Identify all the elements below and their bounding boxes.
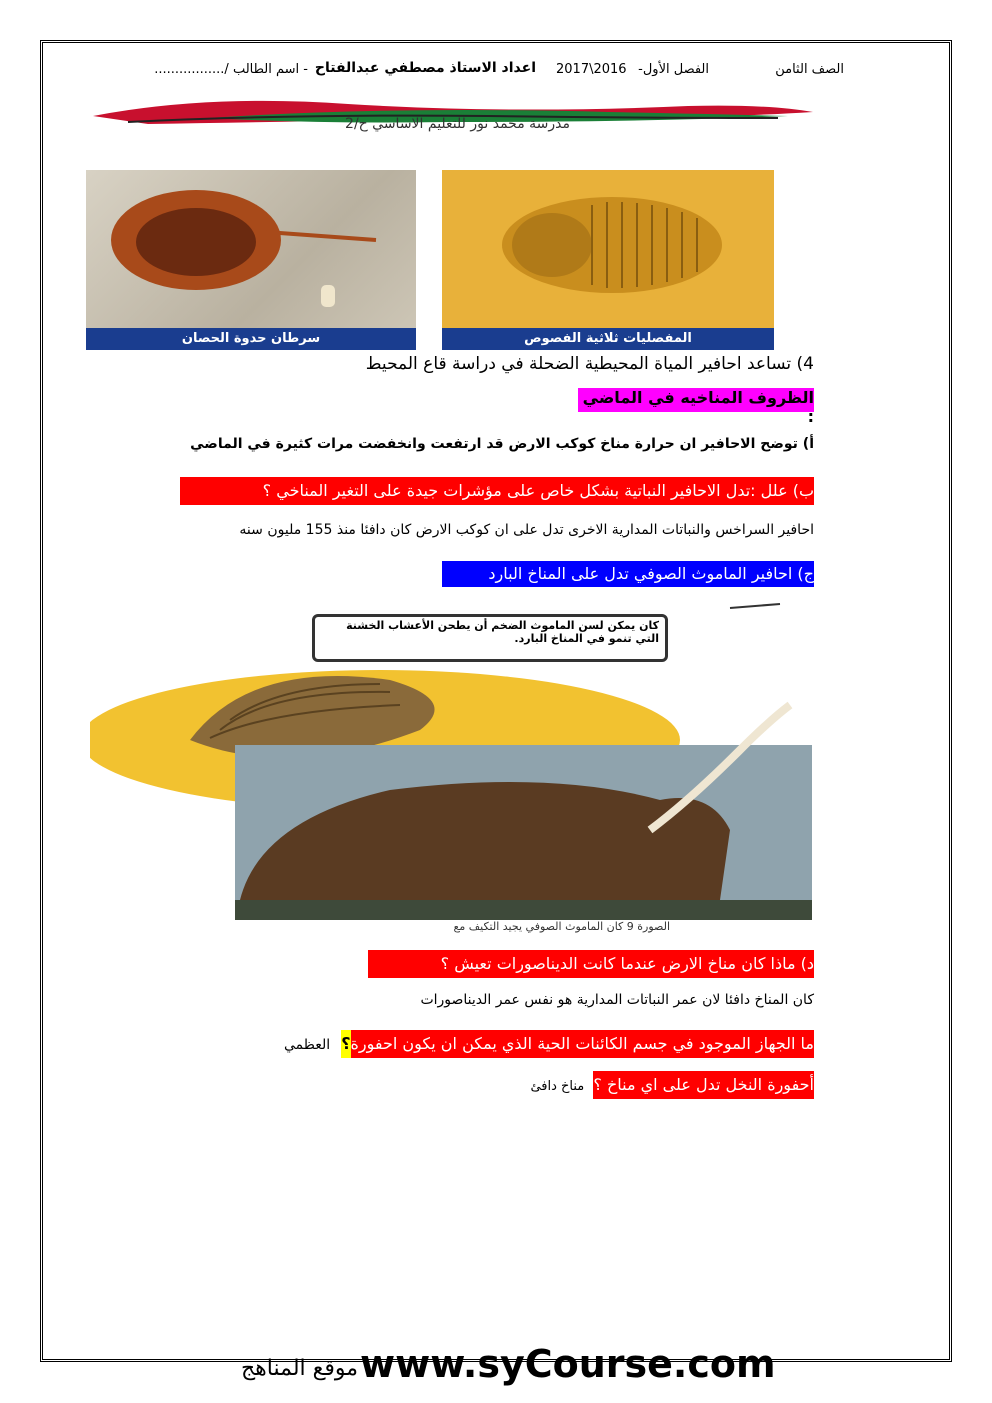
question-mark-highlight: ؟	[341, 1030, 350, 1058]
footer-label: موقع المناهج	[240, 1356, 358, 1381]
speech-bubble: كان يمكن لسن الماموث الضخم أن يطحن الأعشاب الخشنة التي تنمو في المناخ البارد.	[312, 614, 668, 662]
trilobite-illustration	[442, 170, 774, 330]
school-name: مدرسة محمد نور للتعليم الاساسي ح/2	[345, 116, 570, 132]
answer-d: كان المناخ دافئا لان عمر النباتات المدارية هو نفس عمر الديناصورات	[420, 992, 814, 1008]
author-label: اعداد الاستاذ مصطفي عبدالفتاح	[314, 60, 536, 76]
image-caption-strip: الصورة 9 كان الماموث الصوفي يجيد التكيف مع	[453, 920, 670, 933]
item-c: ج) احافير الماموث الصوفي تدل على المناخ البارد	[442, 561, 814, 587]
crab-illustration	[86, 170, 416, 330]
footer-site-link[interactable]: www.syCourse.com	[360, 1342, 776, 1386]
mammoth-image	[90, 600, 812, 935]
answer-b: احافير السراخس والنباتات المدارية الاخرى تدل على ان كوكب الارض كان دافئا منذ 155 مليون سنه	[239, 522, 814, 538]
year-label: 2017\2016	[556, 62, 627, 77]
item-b: ب) علل :تدل الاحافير النباتية بشكل خاص على مؤشرات جيدة على التغير المناخي ؟	[180, 477, 814, 505]
horseshoe-crab-image	[86, 170, 416, 350]
answer-system: العظمي	[283, 1037, 331, 1053]
section-title: الظروف المناخيه في الماضي :	[578, 388, 814, 412]
question-palm: أحفورة النخل تدل على اي مناخ ؟	[593, 1071, 814, 1099]
point-4: 4) تساعد احافير المياة المحيطية الضحلة في دراسة قاع المحيط	[365, 354, 814, 374]
question-palm-row	[530, 1071, 814, 1099]
left-caption: سرطان حدوة الحصان	[86, 328, 416, 350]
question-system: ما الجهاز الموجود في جسم الكائنات الحية الذي يمكن ان يكون احفورة	[351, 1030, 815, 1058]
semester-label: الفصل الأول-	[638, 62, 709, 77]
grade-label: الصف الثامن	[775, 62, 844, 77]
right-caption: المفصليات ثلاثية الفصوص	[442, 328, 774, 350]
answer-palm: مناخ دافئ	[530, 1079, 585, 1094]
question-system-row	[284, 1030, 814, 1058]
item-a: أ) توضح الاحافير ان حرارة مناخ كوكب الارض قد ارتفعت وانخفضت مرات كثيرة في الماضي	[190, 436, 814, 452]
student-name-field: - اسم الطالب /.................	[154, 62, 308, 77]
trilobite-image	[442, 170, 774, 350]
item-d: د) ماذا كان مناخ الارض عندما كانت الديناصورات تعيش ؟	[368, 950, 814, 978]
